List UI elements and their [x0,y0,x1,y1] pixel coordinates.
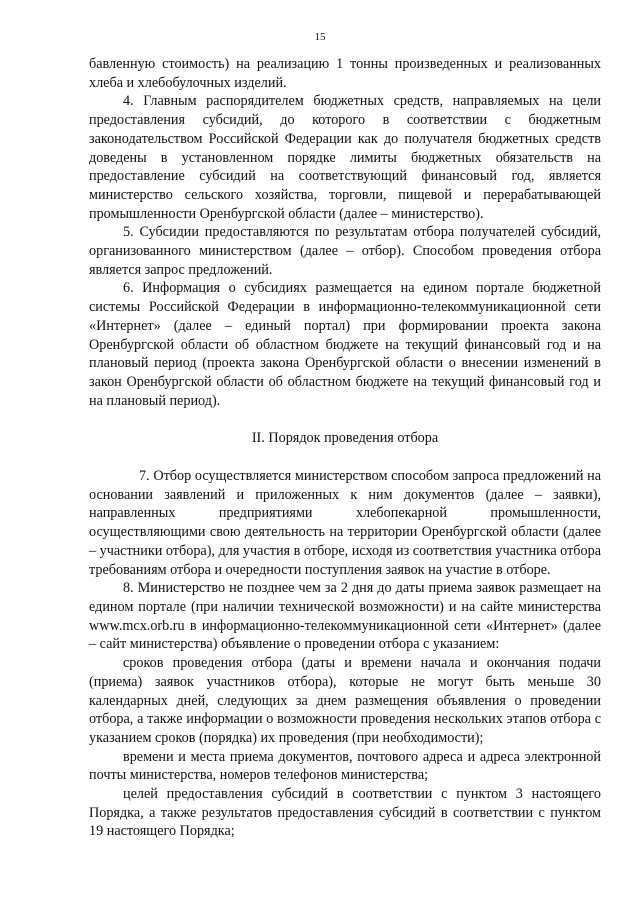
paragraph-continuation: бавленную стоимость) на реализацию 1 тонны произведенных и реализованных хлеба и хлебобулочных изделий. [89,56,601,91]
list-item-contacts: времени и места приема документов, почтового адреса и адреса электронной почты министерства, номеров телефонов министерства; [89,748,601,784]
paragraph-5: 5. Субсидии предоставляются по результатам отбора получателей субсидий, организованного министерством (далее – отбор). Способом проведения отбора является запрос предложений. [89,224,601,278]
section-heading: II. Порядок проведения отбора [251,430,439,447]
paragraph-4: 4. Главным распорядителем бюджетных средств, направляемых на цели предоставления субсидий, до которого в соответствии с бюджетным законодательством Российской Федерации как до получателя бюджетных средств доведены в установленном порядке лимиты бюджетных обязательств на предоставление субсидий на соответствующий финансовый год, является министерство сельского хозяйства, торговли, пищевой и перерабатывающей промышленности Оренбургской области (далее – министерство). [89,93,601,222]
page-body [89,55,601,841]
list-item-deadlines: сроков проведения отбора (даты и времени начала и окончания подачи (приема) заявок участников отбора), которые не могут быть меньше 30 календарных дней, следующих за днем размещения объявления о проведении отбора, а также информации о возможности проведения нескольких этапов отбора с указанием сроков (порядка) их проведения (при необходимости); [89,655,601,746]
page-number: 15 [314,31,326,43]
paragraph-7: 7. Отбор осуществляется министерством способом запроса предложений на основании заявлений и приложенных к ним документов (далее – заявки), направленных предприятиями хлебопекарной промышленности, осуществляющими свою деятельность на территории Оренбургской области (далее – участники отбора), для участия в отборе, исходя из соответствия участника отбора требованиям отбора и очередности поступления заявок на участие в отборе. [89,468,601,578]
paragraph-6: 6. Информация о субсидиях размещается на едином портале бюджетной системы Российской Федерации в информационно-телекоммуникационной сети «Интернет» (далее – единый портал) при формировании проекта закона Оренбургской области об областном бюджете на текущий финансовый год и на плановый период (проекта закона Оренбургской области о внесении изменений в закон Оренбургской области об областном бюджете на текущий финансовый год и на плановый период). [89,280,601,409]
list-item-goals: целей предоставления субсидий в соответствии с пунктом 3 настоящего Порядка, а также результатов предоставления субсидий в соответствии с пунктом 19 настоящего Порядка; [89,786,601,840]
paragraph-8: 8. Министерство не позднее чем за 2 дня до даты приема заявок размещает на едином портале (при наличии технической возможности) и на сайте министерства www.mcx.orb.ru в информационно-телекоммуникационной сети «Интернет» (далее – сайт министерства) объявление о проведении отбора с указанием: [89,580,601,653]
